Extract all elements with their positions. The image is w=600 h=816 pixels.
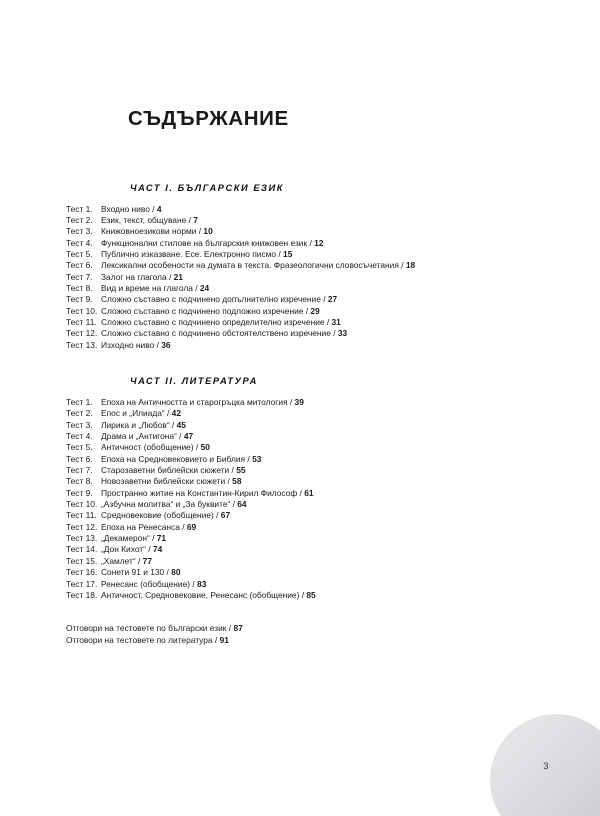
toc-entry-separator: / xyxy=(135,555,143,566)
page-title: СЪДЪРЖАНИЕ xyxy=(128,107,289,130)
toc-entry-text xyxy=(101,567,180,578)
toc-entry-title: Книжовноезикови норми xyxy=(101,226,197,237)
toc-entry-label: Тест 16. xyxy=(66,567,98,578)
toc-entry-text xyxy=(101,499,247,510)
toc-entry-text xyxy=(101,590,316,601)
toc-entry-separator: / xyxy=(193,442,201,453)
toc-entry[interactable] xyxy=(66,317,600,328)
toc-entry-label: Тест 17. xyxy=(66,578,98,589)
toc-entry[interactable] xyxy=(66,294,600,305)
toc-entry-page: 53 xyxy=(252,453,262,464)
toc-entry-label: Тест 12. xyxy=(66,328,98,339)
toc-entry-page: 64 xyxy=(237,499,247,510)
toc-entry-page: 27 xyxy=(327,294,338,305)
toc-entry-separator: / xyxy=(229,465,237,476)
toc-entry-title: Вид и време на глагола xyxy=(101,282,193,293)
toc-entry[interactable] xyxy=(66,579,600,590)
toc-entry-page: 61 xyxy=(304,487,314,498)
toc-entry-title: Ренесанс (обобщение) xyxy=(101,578,191,589)
section-heading-part-two: ЧАСТ II. ЛИТЕРАТУРА xyxy=(130,376,258,387)
toc-entry-page: 45 xyxy=(176,419,186,430)
toc-entry-page: 18 xyxy=(405,260,416,271)
toc-entry-separator: / xyxy=(196,226,204,237)
toc-entry[interactable] xyxy=(66,397,600,408)
toc-entry-title: Лирика и „Любов“ xyxy=(101,419,170,430)
toc-entry-label: Тест 6. xyxy=(66,453,93,464)
toc-entry-label: Тест 11. xyxy=(66,316,97,327)
toc-entry-title: „Декамерон“ xyxy=(101,533,150,544)
appendix-entry-page: 91 xyxy=(219,634,229,645)
toc-entry[interactable] xyxy=(66,420,600,431)
appendix-entry[interactable] xyxy=(66,623,600,634)
toc-entry-title: „Хамлет“ xyxy=(101,555,136,566)
toc-entry[interactable] xyxy=(66,238,600,249)
toc-entry-separator: / xyxy=(299,589,307,600)
toc-entry-separator: / xyxy=(225,476,233,487)
toc-entry[interactable] xyxy=(66,408,600,419)
toc-entry-page: 77 xyxy=(142,555,152,566)
toc-entry[interactable] xyxy=(66,522,600,533)
toc-entry[interactable] xyxy=(66,544,600,555)
toc-entry-text xyxy=(101,226,213,237)
toc-entry-page: 12 xyxy=(314,237,324,248)
toc-entry-title: Входно ниво xyxy=(101,203,150,214)
toc-list-part-two xyxy=(0,397,600,601)
toc-entry-title: Сложно съставно с подчинено определително изречение xyxy=(101,316,325,327)
toc-entry-title: Драма и „Антигона“ xyxy=(101,431,177,442)
toc-entry-label: Тест 4. xyxy=(66,431,93,442)
toc-entry-separator: / xyxy=(169,419,177,430)
toc-entry[interactable] xyxy=(66,260,600,271)
toc-entry-separator: / xyxy=(324,316,332,327)
toc-entry-text xyxy=(101,533,166,544)
page-number: 3 xyxy=(543,761,549,772)
toc-entry-separator: / xyxy=(307,237,315,248)
toc-entry-label: Тест 13. xyxy=(66,339,98,350)
toc-entry-title: Епоха на Средновековието и Библия xyxy=(101,453,246,464)
toc-entry-label: Тест 2. xyxy=(66,408,93,419)
toc-entry[interactable] xyxy=(66,556,600,567)
toc-entry-page: 71 xyxy=(156,533,167,544)
toc-list-part-one xyxy=(0,204,600,351)
toc-entry-text xyxy=(101,294,337,305)
toc-entry-label: Тест 3. xyxy=(66,419,93,430)
toc-entry-separator: / xyxy=(164,567,172,578)
toc-entry-label: Тест 7. xyxy=(66,465,93,476)
toc-entry-text xyxy=(101,544,162,555)
toc-entry-title: Сложно съставно с подчинено обстоятелствено изречение xyxy=(101,328,331,339)
section-heading-part-one: ЧАСТ I. БЪЛГАРСКИ ЕЗИК xyxy=(130,182,285,193)
toc-entry-page: 83 xyxy=(197,578,207,589)
toc-entry[interactable] xyxy=(66,204,600,215)
appendix-list xyxy=(0,601,600,646)
toc-entry-text xyxy=(101,215,198,226)
toc-entry-separator: / xyxy=(398,260,406,271)
toc-entry-separator: / xyxy=(190,578,198,589)
toc-entry[interactable] xyxy=(66,283,600,294)
toc-entry[interactable] xyxy=(66,465,600,476)
toc-entry-label: Тест 13. xyxy=(66,533,98,544)
toc-entry-label: Тест 8. xyxy=(66,282,93,293)
toc-entry[interactable] xyxy=(66,533,600,544)
toc-entry-page: 24 xyxy=(199,282,210,293)
toc-entry[interactable] xyxy=(66,215,600,226)
toc-entry-separator: / xyxy=(213,510,221,521)
toc-entry-page: 42 xyxy=(171,408,181,419)
toc-entry[interactable] xyxy=(66,272,600,283)
toc-entry-page: 39 xyxy=(294,397,304,408)
toc-entry-separator: / xyxy=(245,453,253,464)
toc-entry-label: Тест 14. xyxy=(66,544,98,555)
toc-entry-page: 31 xyxy=(331,316,341,327)
toc-entry[interactable] xyxy=(66,510,600,521)
toc-entry-title: Лексикални особености на думата в текста. Фразеологични словосъчетания xyxy=(101,260,399,271)
toc-entry-title: Публично изказване. Есе. Електронно писмо xyxy=(101,248,277,259)
toc-entry-text xyxy=(101,579,206,590)
toc-entry-separator: / xyxy=(192,282,200,293)
toc-entry-label: Тест 1. xyxy=(66,203,93,214)
toc-entry-separator: / xyxy=(154,339,162,350)
toc-entry-text xyxy=(101,488,314,499)
toc-entry[interactable] xyxy=(66,499,600,510)
toc-entry-title: „Азбучна молитва“ и „За буквите“ xyxy=(101,499,231,510)
toc-entry-page: 67 xyxy=(220,510,231,521)
toc-entry-label: Тест 1. xyxy=(66,397,93,408)
toc-entry-separator: / xyxy=(166,271,174,282)
toc-entry-separator: / xyxy=(149,533,157,544)
section-part-one xyxy=(0,131,600,351)
toc-entry-text xyxy=(101,420,186,431)
toc-entry-text xyxy=(101,283,209,294)
toc-entry-text xyxy=(101,476,241,487)
appendix-entry-title: Отговори на тестовете по литература xyxy=(66,634,213,645)
toc-entry-title: Функционални стилове на българския книжовен език xyxy=(101,237,308,248)
toc-entry-text xyxy=(101,454,261,465)
toc-entry-text xyxy=(101,522,196,533)
toc-entry[interactable] xyxy=(66,567,600,578)
toc-entry-text xyxy=(101,442,210,453)
toc-entry-title: Залог на глагола xyxy=(101,271,167,282)
toc-entry-label: Тест 5. xyxy=(66,248,93,259)
toc-entry-title: Епос и „Илиада“ xyxy=(101,408,165,419)
toc-entry-label: Тест 2. xyxy=(66,214,93,225)
toc-entry-separator: / xyxy=(276,248,284,259)
toc-entry-page: 4 xyxy=(156,203,162,214)
toc-entry-page: 29 xyxy=(310,305,320,316)
toc-entry-label: Тест 9. xyxy=(66,294,93,305)
toc-entry-page: 74 xyxy=(152,544,163,555)
toc-entry-page: 15 xyxy=(283,248,293,259)
toc-entry-separator: / xyxy=(179,521,187,532)
toc-entry-title: Сложно съставно с подчинено допълнително изречение xyxy=(101,294,321,305)
toc-entry-title: Епоха на Античността и старогръцка митология xyxy=(101,397,288,408)
toc-entry[interactable] xyxy=(66,328,600,339)
toc-entry-page: 80 xyxy=(171,567,181,578)
toc-entry-page: 36 xyxy=(161,339,171,350)
toc-entry-separator: / xyxy=(330,328,338,339)
toc-entry-title: Език, текст, общуване xyxy=(101,214,187,225)
toc-entry-title: Античност, Средновековие, Ренесанс (обобщение) xyxy=(101,589,300,600)
appendix-entry[interactable] xyxy=(66,635,600,646)
toc-entry[interactable] xyxy=(66,249,600,260)
toc-entry-title: Новозаветни библейски сюжети xyxy=(101,476,226,487)
toc-entry-label: Тест 5. xyxy=(66,442,93,453)
toc-entry-separator: / xyxy=(230,499,238,510)
toc-entry-label: Тест 10. xyxy=(66,305,98,316)
toc-entry-page: 55 xyxy=(236,465,246,476)
toc-entry-text xyxy=(101,238,323,249)
toc-entry-label: Тест 12. xyxy=(66,521,98,532)
toc-entry-separator: / xyxy=(303,305,311,316)
toc-entry-separator: / xyxy=(297,487,305,498)
toc-entry[interactable] xyxy=(66,590,600,601)
toc-entry-page: 7 xyxy=(193,214,198,225)
toc-entry-title: Пространно житие на Константин-Кирил Философ xyxy=(101,487,298,498)
toc-entry-page: 69 xyxy=(186,521,197,532)
toc-entry-page: 33 xyxy=(337,328,348,339)
toc-entry-title: Старозаветни библейски сюжети xyxy=(101,465,230,476)
toc-entry-label: Тест 9. xyxy=(66,487,93,498)
toc-entry-separator: / xyxy=(320,294,328,305)
toc-entry-label: Тест 15. xyxy=(66,555,98,566)
toc-entry-separator: / xyxy=(149,203,157,214)
toc-entry-label: Тест 18. xyxy=(66,589,98,600)
toc-entry[interactable] xyxy=(66,442,600,453)
toc-entry[interactable] xyxy=(66,488,600,499)
appendix-entry-separator: / xyxy=(212,634,220,645)
appendix-entry-separator: / xyxy=(226,623,234,634)
toc-entry-title: Изходно ниво xyxy=(101,339,155,350)
toc-entry-label: Тест 6. xyxy=(66,260,93,271)
toc-entry-separator: / xyxy=(176,431,184,442)
toc-entry-text xyxy=(101,510,230,521)
toc-entry-page: 47 xyxy=(183,431,194,442)
toc-entry-page: 21 xyxy=(173,271,183,282)
toc-entry-separator: / xyxy=(145,544,153,555)
toc-entry-title: Античност (обобщение) xyxy=(101,442,194,453)
toc-entry-text xyxy=(101,431,193,442)
toc-entry-separator: / xyxy=(164,408,172,419)
toc-entry-page: 50 xyxy=(200,442,210,453)
toc-entry-page: 85 xyxy=(306,589,316,600)
toc-entry[interactable] xyxy=(66,454,600,465)
appendix-entry-title: Отговори на тестовете по български език xyxy=(66,623,227,634)
toc-entry-title: Епоха на Ренесанса xyxy=(101,521,180,532)
toc-entry[interactable] xyxy=(66,431,600,442)
section-part-two xyxy=(0,351,600,601)
toc-entry-title: „Дон Кихот“ xyxy=(101,544,146,555)
toc-entry-text xyxy=(101,317,341,328)
toc-entry[interactable] xyxy=(66,340,600,351)
toc-entry-text xyxy=(101,328,347,339)
toc-entry-text xyxy=(101,272,183,283)
toc-entry-label: Тест 4. xyxy=(66,237,93,248)
toc-entry-page: 10 xyxy=(203,226,213,237)
toc-entry-text xyxy=(101,260,415,271)
toc-entry-separator: / xyxy=(186,214,194,225)
toc-entry-label: Тест 3. xyxy=(66,226,93,237)
toc-entry-text xyxy=(101,340,171,351)
toc-entry-label: Тест 8. xyxy=(66,476,93,487)
toc-entry-separator: / xyxy=(287,397,295,408)
toc-entry-title: Сложно съставно с подчинено подложно изречение xyxy=(101,305,304,316)
toc-entry[interactable] xyxy=(66,306,600,317)
toc-entry[interactable] xyxy=(66,226,600,237)
toc-entry-label: Тест 7. xyxy=(66,271,93,282)
toc-entry-page: 58 xyxy=(232,476,242,487)
toc-entry-text xyxy=(101,465,246,476)
toc-entry-label: Тест 11. xyxy=(66,510,97,521)
toc-entry-text xyxy=(101,408,181,419)
toc-entry[interactable] xyxy=(66,476,600,487)
toc-entry-text xyxy=(101,204,162,215)
toc-entry-text xyxy=(101,306,320,317)
toc-entry-text xyxy=(101,397,304,408)
appendix-entry-page: 87 xyxy=(233,623,243,634)
toc-entry-label: Тест 10. xyxy=(66,499,98,510)
toc-entry-text xyxy=(101,556,152,567)
toc-entry-text xyxy=(101,249,292,260)
toc-entry-title: Средновековие (обобщение) xyxy=(101,510,214,521)
toc-entry-title: Сонети 91 и 130 xyxy=(101,567,165,578)
